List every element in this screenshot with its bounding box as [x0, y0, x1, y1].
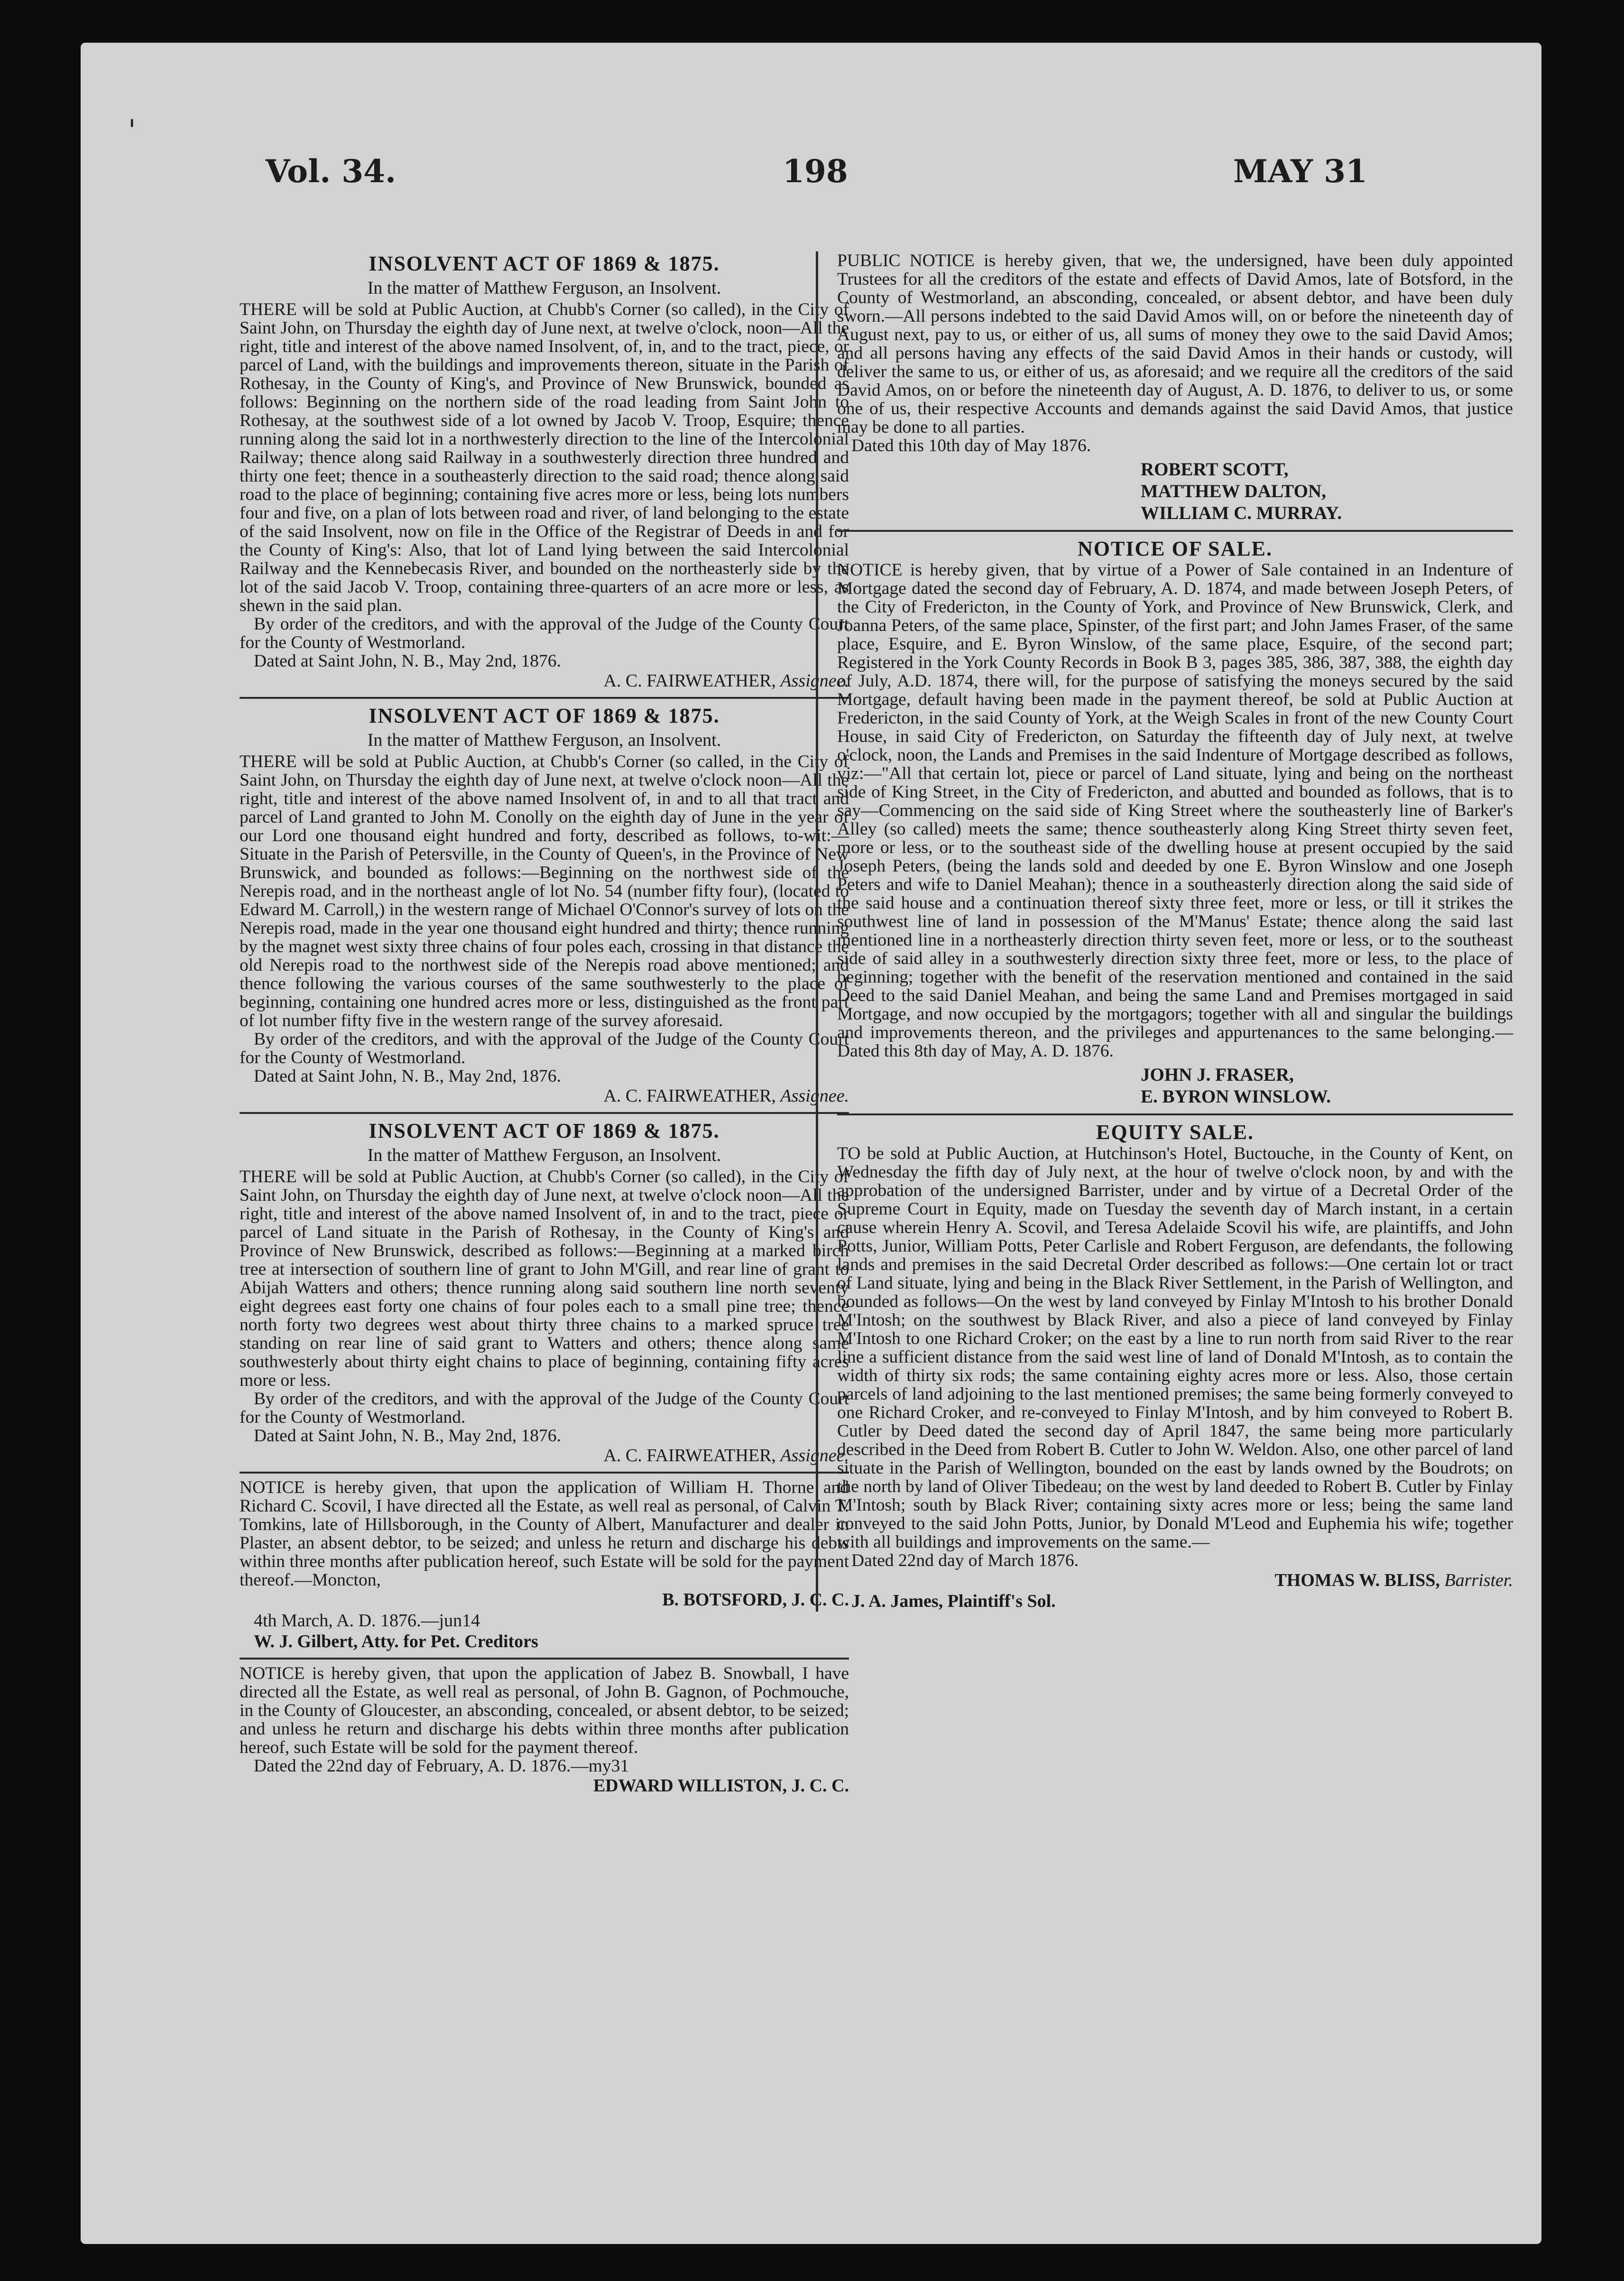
divider [837, 1113, 1513, 1115]
equity-sale [837, 1120, 1513, 1612]
divider [240, 1658, 849, 1660]
notice-dated: Dated at Saint John, N. B., May 2nd, 1876. [254, 1066, 561, 1086]
insolvent-notice-3 [240, 1119, 849, 1466]
notice-signature [240, 1445, 849, 1466]
signature-role: Assignee. [780, 671, 849, 691]
notice-subtitle: In the matter of Matthew Ferguson, an Insolvent. [367, 730, 721, 750]
notice-dated: Dated 22nd day of March 1876. [851, 1551, 1079, 1570]
notice-subtitle: In the matter of Matthew Ferguson, an Insolvent. [367, 1145, 721, 1165]
notice-signature [240, 670, 849, 691]
notice-subtitle: In the matter of Matthew Ferguson, an Insolvent. [367, 278, 721, 298]
signature-role: Barrister. [1444, 1570, 1513, 1590]
signatory: MATTHEW DALTON, [1141, 481, 1326, 501]
notice-title: NOTICE OF SALE. [1077, 537, 1273, 560]
signature-name: A. C. FAIRWEATHER, [603, 671, 776, 691]
notice-by-order: By order of the creditors, and with the approval of the Judge of the County Court for the County of Westmorland. [240, 614, 849, 652]
notice-body: THERE will be sold at Public Auction, at Chubb's Corner (so called, in the City of Saint John, on Thursday the eighth day of June next, at twelve o'clock noon—All the right, title and interest of the above named Insolvent of, in and to all that tract and parcel of Land granted to John M. Conolly on the eighth day of June in the year of our Lord one thousand eight hundred and forty, described as follows, to-wit:—Situate in the Parish of Petersville, in the County of Queen's, in the Province of New Brunswick, and bounded as follows:—Beginning on the northwest side of the Nerepis road, and in the northeast angle of lot No. 54 (number fifty four), (located to Edward M. Carroll,) in the western range of Michael O'Connor's survey of lots on the Nerepis road, made in the year one thousand eight hundred and thirty; thence running by the magnet west sixty three chains of four poles each, crossing in that distance the old Nerepis road to the northwest side of the Nerepis road above mentioned; and thence following the various courses of the same southwesterly to the place of beginning, containing one hundred acres more or less, distinguished as the front part of lot number fifty five in the western range of the survey aforesaid. [240, 752, 849, 1030]
right-column [816, 251, 1513, 1612]
issue-date: MAY 31 [1233, 153, 1367, 190]
signatory: WILLIAM C. MURRAY. [1141, 503, 1342, 523]
notice-signature [240, 1085, 849, 1106]
divider [240, 1472, 849, 1474]
notice-dated: Dated the 22nd day of February, A. D. 1876.—my31 [254, 1756, 629, 1776]
newspaper-page [81, 43, 1541, 2244]
page-number: 198 [783, 153, 848, 190]
signatories [1141, 459, 1513, 524]
notice-by-order: By order of the creditors, and with the approval of the Judge of the County Court for the County of Westmorland. [240, 1029, 849, 1067]
notice-title: INSOLVENT ACT OF 1869 & 1875. [369, 252, 720, 275]
divider [240, 1112, 849, 1114]
notice-signature: B. BOTSFORD, J. C. C. [662, 1590, 849, 1610]
signatories [1141, 1064, 1513, 1108]
notice-body: NOTICE is hereby given, that upon the application of William H. Thorne and Richard C. Scovil, I have directed all the Estate, as well real as personal, of Calvin T. Tomkins, late of Hillsborough, in the County of Albert, Manufacturer and dealer in Plaster, an absent debtor, to be seized; and unless he return and discharge his debts within three months after publication hereof, such Estate will be sold for the payment thereof.—Moncton, [240, 1478, 849, 1590]
notice-body: THERE will be sold at Public Auction, at Chubb's Corner (so called), in the City of Saint John, on Thursday the eighth day of June next, at twelve o'clock noon—All the right, title and interest of the above named Insolvent of, in and to the tract, piece or parcel of Land situate in the Parish of Rothesay, in the County of King's and Province of New Brunswick, described as follows:—Beginning at a marked birch tree at intersection of southern line of grant to John M'Gill, and rear line of grant to Abijah Watters and others; thence running along said southern line north seventy eight degrees east forty one chains of four poles each to a small pine tree; thence north forty two degrees west about thirty three chains to a marked spruce tree standing on rear line of said grant to Watters and others; thence along same southwesterly about thirty eight chains to place of beginning, containing fifty acres more or less. [240, 1167, 849, 1390]
notice-title: EQUITY SALE. [1096, 1121, 1254, 1144]
margin-mark: ' [128, 114, 136, 147]
insolvent-notice-2 [240, 704, 849, 1106]
notice-body: THERE will be sold at Public Auction, at Chubb's Corner (so called), in the City of Saint John, on Thursday the eighth day of June next, at twelve o'clock, noon—All the right, title and interest of the above named Insolvent, of, in, and to the tract, piece, or parcel of Land, with the buildings and improvements thereon, situate in the Parish of Rothesay, in the County of King's, and Province of New Brunswick, bounded as follows: Beginning on the northern side of the road leading from Saint John to Rothesay, at the southwest side of a lot owned by Jacob V. Troop, Esquire; thence running along the said lot in a northwesterly direction to the line of the Intercolonial Railway; thence along said Railway in a southwesterly direction three hundred and thirty one feet; thence in a southeasterly direction to the said road; thence along said road to the place of beginning; containing five acres more or less, being lots numbers four and five, on a plan of lots between road and river, of land belonging to the estate of the said Insolvent, now on file in the Office of the Registrar of Deeds in and for the County of King's: Also, that lot of Land lying between the said Intercolonial Railway and the Kennebecasis River, and bounded on the northeasterly side by the lot of the said Jacob V. Troop, containing three-quarters of an acre more or less, as shewn in the said plan. [240, 300, 849, 615]
gagnon-notice [240, 1664, 849, 1796]
signature-name: A. C. FAIRWEATHER, [603, 1086, 776, 1106]
notice-body: PUBLIC NOTICE is hereby given, that we, the undersigned, have been duly appointed Trustees for all the creditors of the estate and effects of David Amos, late of Botsford, in the County of Westmorland, an absconding, concealed, or absent debtor, and have been duly sworn.—All persons indebted to the said David Amos will, on or before the nineteenth day of August next, pay to us, or either of us, all sums of money they owe to the said David Amos; and all persons having any effects of the said David Amos in their hands or custody, will deliver the same to us, or either of us, as aforesaid; and we require all the creditors of the said David Amos, on or before the nineteenth day of August, A. D. 1876, to deliver to us, or some one of us, their respective Accounts and demands against the said David Amos, that justice may be done to all parties. [837, 251, 1513, 437]
signatory: E. BYRON WINSLOW. [1141, 1086, 1331, 1107]
notice-dated: Dated at Saint John, N. B., May 2nd, 1876. [254, 651, 561, 671]
volume-label: Vol. 34. [266, 153, 397, 190]
signature-name: THOMAS W. BLISS, [1274, 1570, 1440, 1590]
signatory: JOHN J. FRASER, [1141, 1065, 1294, 1085]
left-column [240, 251, 849, 1796]
divider [837, 530, 1513, 532]
attorney-line: W. J. Gilbert, Atty. for Pet. Creditors [254, 1632, 538, 1651]
signature-role: Assignee. [780, 1446, 849, 1465]
notice-of-sale [837, 537, 1513, 1108]
notice-by-order: By order of the creditors, and with the approval of the Judge of the County Court for the County of Westmorland. [240, 1389, 849, 1427]
notice-dated: 4th March, A. D. 1876.—jun14 [254, 1611, 480, 1631]
notice-body: TO be sold at Public Auction, at Hutchinson's Hotel, Buctouche, in the County of Kent, on Wednesday the fifth day of July next, at the hour of twelve o'clock noon, by and with the approbation of the undersigned Barrister, under and by virtue of a Decretal Order of the Supreme Court in Equity, made on Tuesday the seventh day of March instant, in a certain cause wherein Henry A. Scovil, and Teresa Adelaide Scovil his wife, are plaintiffs, and John Potts, Junior, William Potts, Peter Carlisle and Robert Ferguson, are defendants, the following lands and premises in the said Decretal Order described as follows:—One certain lot or tract of Land situate, lying and being in the Black River Settlement, in the Parish of Wellington, and bounded as follows—On the west by land conveyed by Finlay M'Intosh to his brother Donald M'Intosh; on the southwest by Black River, and also a piece of land conveyed by Finlay M'Intosh to one Richard Croker; on the east by a line to run north from said River to the rear line a sufficient distance from the said west line of land of Donald M'Intosh, as to contain the width of thirty six rods; the same containing eighty acres more or less. Also, those certain parcels of land adjoining to the last mentioned premises; the same being formerly conveyed to one Richard Croker, and re-conveyed to Finlay M'Intosh, and by him conveyed to Robert B. Cutler by Deed dated the second day of April 1847, the same being more particularly described in the Deed from Robert B. Cutler to John W. Weldon. Also, one other parcel of land situate in the Parish of Wellington, bounded on the east by lands owned by the Boudrots; on the north by land of Oliver Tibedeau; on the west by land deeded to Robert B. Cutler by Finlay M'Intosh; south by Black River; containing sixty acres more or less; being the same land conveyed to the said John Potts, Junior, by Donald M'Leod and Euphemia his wife; together with all buildings and improvements on the same.— [837, 1144, 1513, 1552]
signatory: ROBERT SCOTT, [1141, 459, 1289, 480]
notice-dated: Dated at Saint John, N. B., May 2nd, 1876. [254, 1426, 561, 1446]
notice-title: INSOLVENT ACT OF 1869 & 1875. [369, 1119, 720, 1142]
insolvent-notice-1 [240, 251, 849, 691]
notice-signature [837, 1570, 1513, 1591]
tomkins-notice [240, 1478, 849, 1652]
notice-signature: EDWARD WILLISTON, J. C. C. [593, 1776, 849, 1796]
amos-trustee-notice [837, 251, 1513, 524]
notice-body: NOTICE is hereby given, that upon the application of Jabez B. Snowball, I have directed all the Estate, as well real as personal, of John B. Gagnon, of Pochmouche, in the County of Gloucester, an absconding, concealed, or absent debtor, to be seized; and unless he return and discharge his debts within three months after publication hereof, such Estate will be sold for the payment thereof. [240, 1664, 849, 1757]
notice-title: INSOLVENT ACT OF 1869 & 1875. [369, 704, 720, 727]
signature-role: Assignee. [780, 1086, 849, 1106]
notice-body: NOTICE is hereby given, that by virtue of a Power of Sale contained in an Indenture of Mortgage dated the second day of February, A. D. 1874, and made between Joseph Peters, of the City of Fredericton, in the County of York, and Province of New Brunswick, Clerk, and Joanna Peters, of the same place, Spinster, of the first part; and John James Fraser, of the same place, Esquire, and E. Byron Winslow, of the same place, Esquire, of the second part; Registered in the York County Records in Book B 3, pages 385, 386, 387, 388, the eighth day of July, A.D. 1874, there will, for the purpose of satisfying the moneys secured by the said Mortgage, default having been made in the payment thereof, be sold at Public Auction at Fredericton, in the said County of York, at the Weigh Scales in front of the new County Court House, in said City of Fredericton, on Saturday the fifteenth day of July next, at twelve o'clock, noon, the Lands and Premises in the said Indenture of Mortgage described as follows, viz:—"All that certain lot, piece or parcel of Land situate, lying and being on the northeast side of King Street, in the City of Fredericton, and abutted and bounded as follows, that is to say—Commencing on the said side of King Street where the southeasterly line of Barker's Alley (so called) meets the same; thence southeasterly along King Street thirty seven feet, more or less, or to the southeast side of the dwelling house at present occupied by the said Joseph Peters, (being the lands sold and deeded by one E. Byron Winslow and one Joseph Peters and wife to Daniel Meahan); thence in a southeasterly direction along the said side of the said house and a continuation thereof sixty three feet, more or less, or till it strikes the southwest line of land in possession of the M'Manus' Estate; thence along the said last mentioned line in a northeasterly direction thirty seven feet, more or less, or to the southeast side of said alley in a southwesterly direction sixty three feet, more or less, to the place of beginning; together with the benefit of the reservation mentioned and contained in the said Deed to the said Daniel Meahan, and being the same Land and Premises mortgaged in said Mortgage, and now occupied by the mortgagors; together with all and singular the buildings and improvements thereon, and the privileges and appurtenances to the same belonging.—Dated this 8th day of May, A. D. 1876. [837, 560, 1513, 1061]
divider [240, 697, 849, 699]
signature-name: A. C. FAIRWEATHER, [603, 1446, 776, 1465]
notice-dated: Dated this 10th day of May 1876. [851, 436, 1091, 455]
solicitor-line: J. A. James, Plaintiff's Sol. [851, 1591, 1056, 1611]
